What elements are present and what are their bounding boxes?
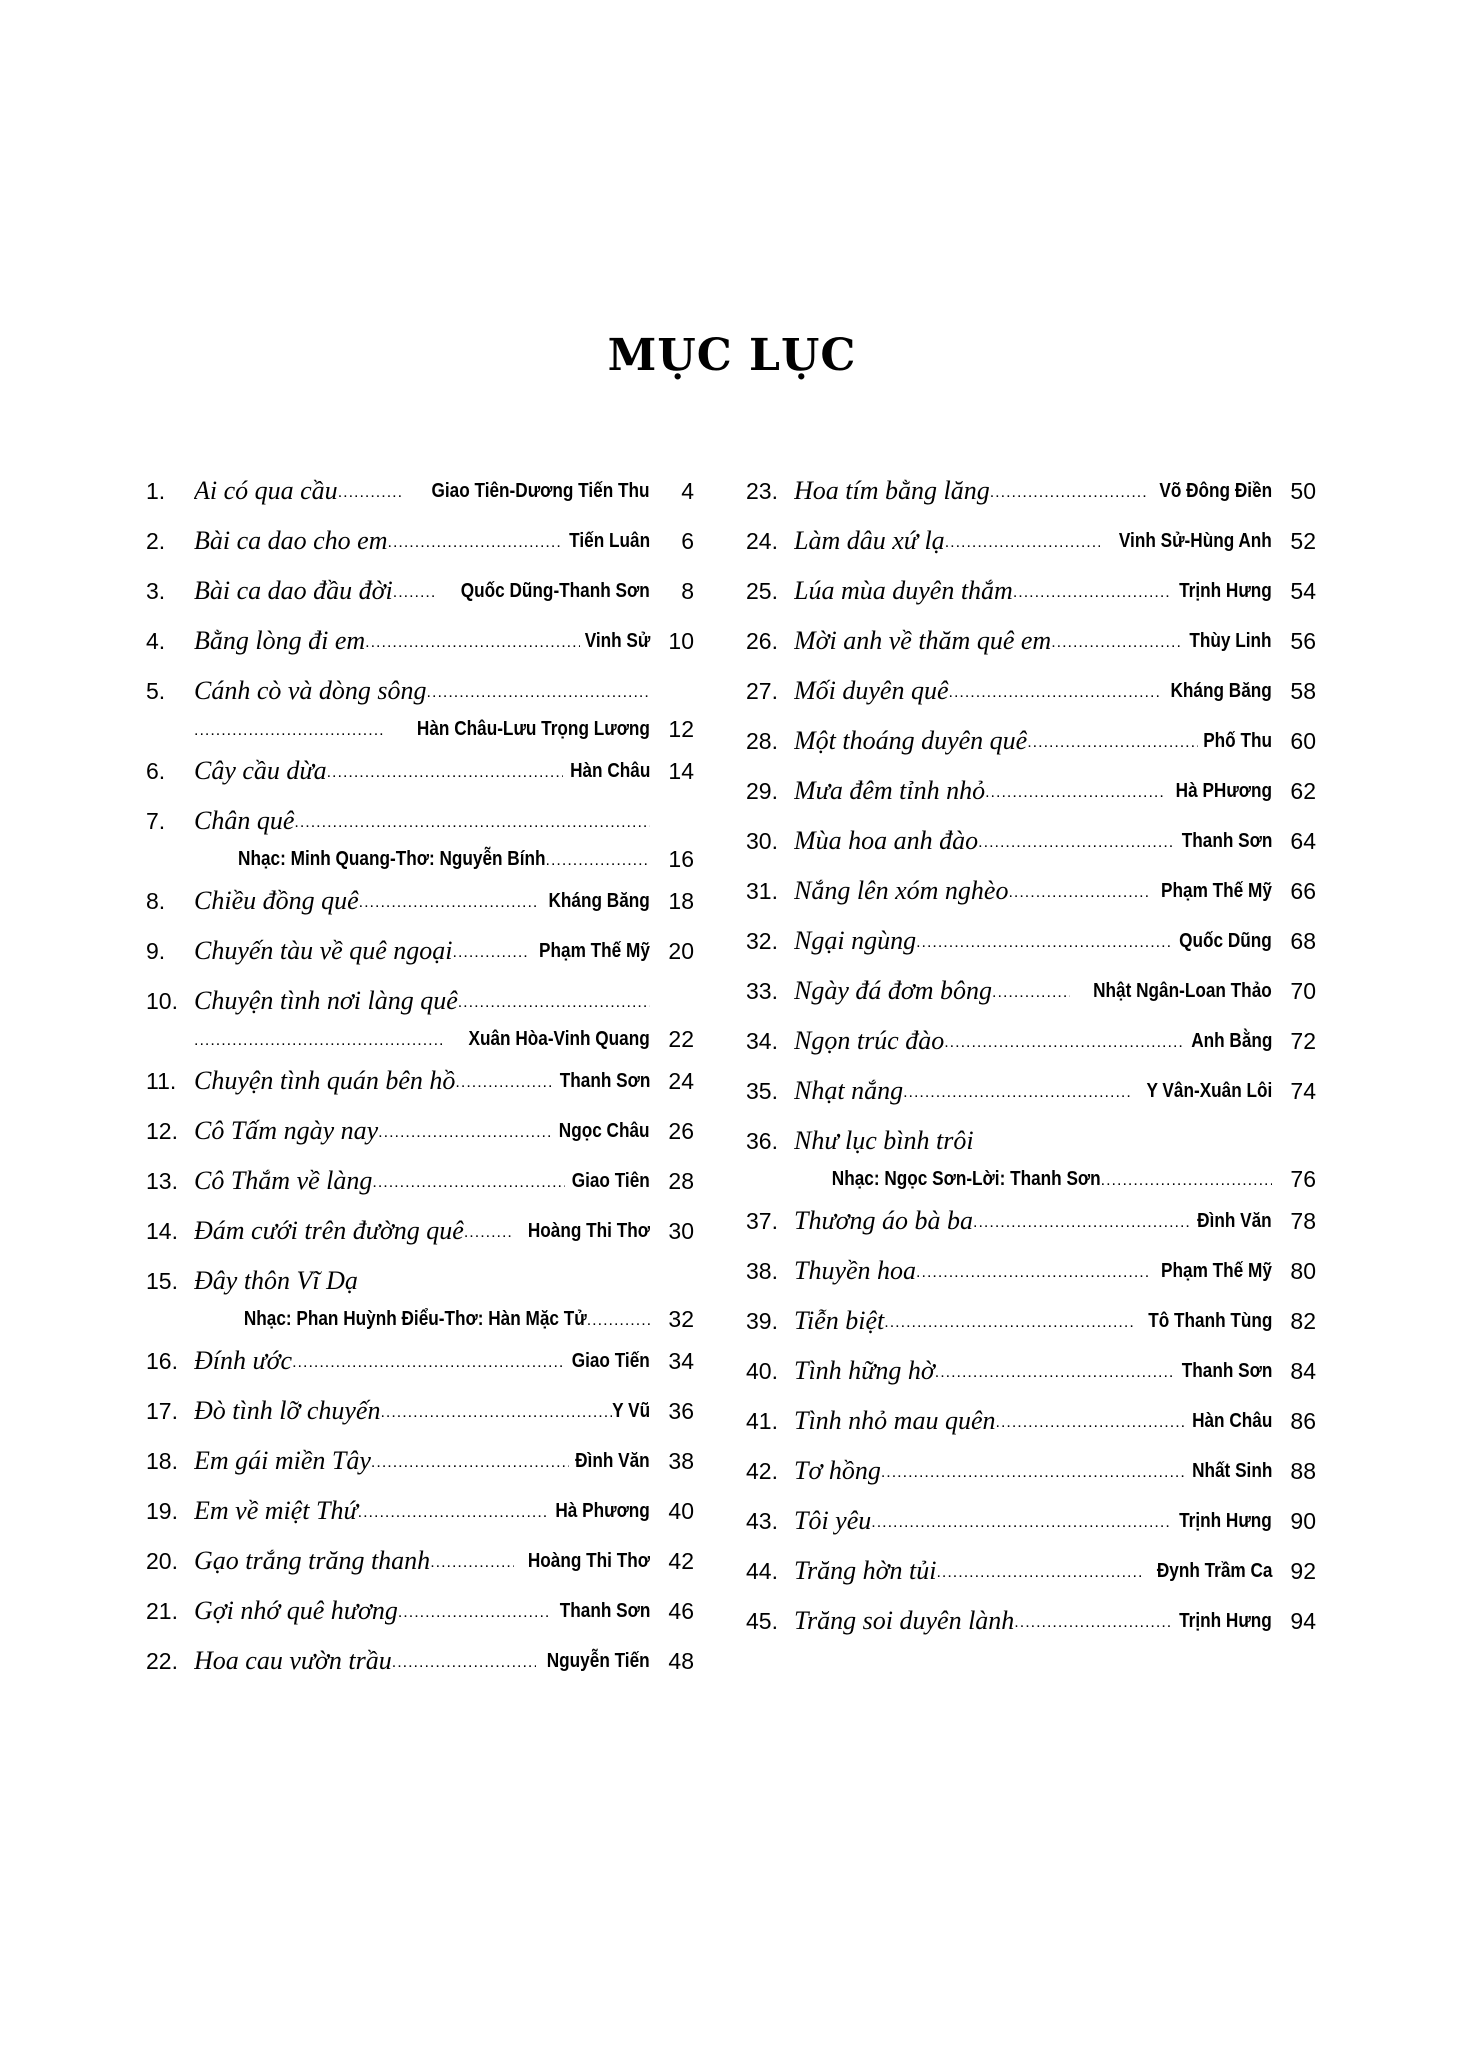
song-author: Quốc Dũng: [1179, 929, 1272, 952]
page-number: 66: [1290, 877, 1316, 904]
dot-leader: [388, 534, 562, 558]
toc-entry: [146, 474, 694, 524]
entry-number: 2.: [146, 528, 166, 554]
dot-leader: [881, 1464, 1185, 1488]
dot-leader: [398, 1604, 551, 1628]
dot-leader: [944, 1034, 1183, 1058]
song-author: Nhạc: Minh Quang-Thơ: Nguyễn Bính: [238, 847, 546, 870]
entry-number: 17.: [146, 1398, 178, 1424]
entry-number: 5.: [146, 678, 166, 704]
song-title: Trăng hờn tủi: [794, 1556, 937, 1585]
page-number: 90: [1290, 1507, 1316, 1534]
dot-leader: [430, 1554, 514, 1578]
entry-number: 24.: [746, 528, 778, 554]
page-number: 78: [1290, 1207, 1316, 1234]
song-title: Thương áo bà ba: [794, 1206, 974, 1235]
dot-leader: [916, 1264, 1149, 1288]
song-author: Trịnh Hưng: [1179, 1609, 1272, 1632]
song-title: Thuyền hoa: [794, 1256, 917, 1285]
dot-leader: [973, 1214, 1191, 1238]
song-author: Phạm Thế Mỹ: [1161, 879, 1272, 902]
song-author: Đình Văn: [575, 1449, 650, 1472]
page-title: MỤC LỤC: [607, 330, 857, 381]
dot-leader: [359, 894, 539, 918]
toc-entry: [746, 774, 1316, 824]
entry-number: 1.: [146, 478, 166, 504]
toc-entry: [746, 1254, 1316, 1304]
toc-entry: [746, 1024, 1316, 1074]
toc-entry: [146, 1494, 694, 1544]
dot-leader: [1101, 1172, 1272, 1196]
toc-entry: [146, 1544, 694, 1594]
entry-number: 9.: [146, 938, 166, 964]
dot-leader: [992, 984, 1070, 1008]
toc-entry: [746, 624, 1316, 674]
song-author: Nhất Sinh: [1191, 1459, 1272, 1482]
entry-number: 41.: [746, 1408, 778, 1434]
toc-entry: [146, 1344, 694, 1394]
page-number: 48: [668, 1647, 694, 1674]
toc-entry: [746, 1304, 1316, 1354]
dot-leader: [978, 834, 1173, 858]
song-author: Nguyễn Tiến: [547, 1649, 650, 1672]
song-author: Hàn Châu: [1191, 1409, 1272, 1432]
song-author: Phạm Thế Mỹ: [539, 939, 650, 962]
entry-number: 11.: [146, 1068, 177, 1094]
entry-number: 30.: [746, 828, 778, 854]
dot-leader: [358, 1504, 547, 1528]
song-author: Xuân Hòa-Vinh Quang: [468, 1027, 650, 1050]
song-title: Chuyện tình nơi làng quê: [194, 986, 458, 1015]
page-number: 20: [668, 937, 694, 964]
page-number: 82: [1290, 1307, 1316, 1334]
song-title: Cô Thắm về làng: [194, 1166, 373, 1195]
entry-number: 39.: [746, 1308, 778, 1334]
dot-leader: [453, 944, 528, 968]
toc-entry: [146, 1394, 694, 1444]
page-number: 52: [1290, 527, 1316, 554]
entry-number: 15.: [146, 1268, 178, 1294]
dot-leader: [871, 1514, 1170, 1538]
entry-number: 7.: [146, 808, 166, 834]
page-number: 10: [668, 627, 694, 654]
song-title: Gợi nhớ quê hương: [194, 1596, 398, 1625]
entry-number: 12.: [146, 1118, 178, 1144]
entry-number: 34.: [746, 1028, 778, 1054]
song-author: Thanh Sơn: [1181, 829, 1272, 852]
song-title: Tình nhỏ mau quên: [794, 1406, 996, 1435]
toc-entry: [746, 1504, 1316, 1554]
entry-number: 4.: [146, 628, 166, 654]
song-author: Kháng Băng: [1170, 679, 1272, 702]
song-title: Bài ca dao cho em: [194, 526, 388, 555]
dot-leader: [194, 722, 385, 746]
page-number: 46: [668, 1597, 694, 1624]
song-author: Tô Thanh Tùng: [1147, 1309, 1272, 1332]
song-author: Hàn Châu: [569, 759, 650, 782]
dot-leader: [884, 1314, 1133, 1338]
entry-number: 26.: [746, 628, 778, 654]
page-number: 30: [668, 1217, 694, 1244]
toc-entry: [746, 1554, 1316, 1604]
page-number: 60: [1290, 727, 1316, 754]
song-title: Ai có qua cầu: [194, 476, 338, 505]
toc-entry: [746, 1404, 1316, 1454]
song-author: Hà Phương: [555, 1499, 650, 1522]
entry-number: 45.: [746, 1608, 778, 1634]
entry-number: 42.: [746, 1458, 778, 1484]
page-number: 32: [668, 1305, 694, 1332]
song-title: Ngọn trúc đào: [794, 1026, 945, 1055]
dot-leader: [546, 852, 650, 876]
entry-number: 6.: [146, 758, 166, 784]
page-number: 38: [668, 1447, 694, 1474]
toc-entry: [146, 1644, 694, 1694]
song-author: Vinh Sử: [584, 629, 650, 652]
song-author: Nhạc: Phan Huỳnh Điểu-Thơ: Hàn Mặc Tử: [243, 1307, 587, 1330]
page-number: 56: [1290, 627, 1316, 654]
song-title: Bằng lòng đi em: [194, 626, 366, 655]
song-title: Chuyến tàu về quê ngoại: [194, 936, 453, 965]
song-title: Tôi yêu: [794, 1506, 872, 1535]
page-number: 76: [1290, 1165, 1316, 1192]
entry-number: 8.: [146, 888, 166, 914]
toc-entry: [746, 874, 1316, 924]
song-author: Ngọc Châu: [559, 1119, 650, 1142]
page-number: 58: [1290, 677, 1316, 704]
page-number: 28: [668, 1167, 694, 1194]
page-number: 84: [1290, 1357, 1316, 1384]
dot-leader: [1051, 634, 1182, 658]
song-author: Tiến Luân: [569, 529, 650, 552]
song-author: Giao Tiến: [571, 1349, 650, 1372]
dot-leader: [427, 684, 650, 708]
song-title: Nhạt nắng: [794, 1076, 904, 1105]
song-title: Em về miệt Thứ: [194, 1496, 358, 1525]
entry-number: 40.: [746, 1358, 778, 1384]
song-author: Thanh Sơn: [559, 1599, 650, 1622]
dot-leader: [990, 484, 1147, 508]
song-title: Hoa tím bằng lăng: [794, 476, 990, 505]
toc-entry: [146, 674, 694, 754]
song-author: Giao Tiên: [571, 1169, 650, 1192]
song-title: Cánh cò và dòng sông: [194, 676, 427, 705]
song-title: Đám cưới trên đường quê: [194, 1216, 464, 1245]
page-number: 94: [1290, 1607, 1316, 1634]
entry-number: 32.: [746, 928, 778, 954]
entry-number: 18.: [146, 1448, 178, 1474]
dot-leader: [392, 1654, 537, 1678]
dot-leader: [1008, 884, 1149, 908]
entry-number: 16.: [146, 1348, 178, 1374]
song-author: Thanh Sơn: [1181, 1359, 1272, 1382]
song-title: Lúa mùa duyên thắm: [794, 576, 1013, 605]
song-title: Như lục bình trôi: [794, 1126, 974, 1155]
toc-entry: [746, 1354, 1316, 1404]
toc-entry: [746, 474, 1316, 524]
page-number: 22: [668, 1025, 694, 1052]
toc-column-right: [746, 474, 1316, 1654]
toc-entry: [146, 524, 694, 574]
toc-entry: [746, 1204, 1316, 1254]
entry-number: 43.: [746, 1508, 778, 1534]
song-title: Làm dâu xứ lạ: [794, 526, 945, 555]
toc-entry: [146, 754, 694, 804]
dot-leader: [294, 814, 650, 838]
song-author: Nhật Ngân-Loan Thảo: [1093, 979, 1272, 1002]
song-title: Trăng soi duyên lành: [794, 1606, 1015, 1635]
dot-leader: [1027, 734, 1198, 758]
entry-number: 3.: [146, 578, 166, 604]
entry-number: 44.: [746, 1558, 778, 1584]
dot-leader: [1013, 584, 1170, 608]
dot-leader: [194, 1032, 445, 1056]
song-title: Tơ hồng: [794, 1456, 881, 1485]
page-number: 8: [681, 577, 694, 604]
song-author: Quốc Dũng-Thanh Sơn: [461, 579, 650, 602]
dot-leader: [338, 484, 403, 508]
page-number: 42: [668, 1547, 694, 1574]
toc-entry: [146, 624, 694, 674]
song-title: Đính ước: [194, 1346, 293, 1375]
page-number: 68: [1290, 927, 1316, 954]
entry-number: 35.: [746, 1078, 778, 1104]
page-number: 16: [668, 845, 694, 872]
page-number: 70: [1290, 977, 1316, 1004]
song-title: Một thoáng duyên quê: [794, 726, 1028, 755]
entry-number: 14.: [146, 1218, 178, 1244]
song-author: Vinh Sử-Hùng Anh: [1119, 529, 1272, 552]
toc-column-left: [146, 474, 694, 1694]
song-author: Đình Văn: [1197, 1209, 1272, 1232]
page-number: 88: [1290, 1457, 1316, 1484]
dot-leader: [378, 1124, 550, 1148]
page-number: 50: [1290, 477, 1316, 504]
entry-number: 36.: [746, 1128, 778, 1154]
song-title: Mối duyên quê: [794, 676, 949, 705]
dot-leader: [327, 764, 563, 788]
page-number: 64: [1290, 827, 1316, 854]
song-title: Hoa cau vườn trầu: [194, 1646, 392, 1675]
toc-entry: [146, 1264, 694, 1344]
toc-entry: [146, 1114, 694, 1164]
page-number: 62: [1290, 777, 1316, 804]
toc-entry: [746, 1454, 1316, 1504]
entry-number: 20.: [146, 1548, 178, 1574]
song-title: Mưa đêm tỉnh nhỏ: [794, 776, 986, 805]
song-title: Ngại ngùng: [794, 926, 917, 955]
song-author: Phố Thu: [1203, 729, 1272, 752]
song-author: Giao Tiên-Dương Tiến Thu: [431, 479, 650, 502]
dot-leader: [372, 1174, 565, 1198]
page-number: 74: [1290, 1077, 1316, 1104]
toc-entry: [146, 884, 694, 934]
dot-leader: [903, 1084, 1132, 1108]
entry-number: 23.: [746, 478, 778, 504]
song-title: Mời anh về thăm quê em: [794, 626, 1052, 655]
toc-entry: [746, 724, 1316, 774]
entry-number: 25.: [746, 578, 778, 604]
entry-number: 19.: [146, 1498, 178, 1524]
dot-leader: [949, 684, 1161, 708]
toc-entry: [146, 1064, 694, 1114]
toc-entry: [146, 804, 694, 884]
song-author: Võ Đông Điền: [1159, 479, 1272, 502]
song-author: Hàn Châu-Lưu Trọng Lương: [416, 717, 650, 740]
page-number: 24: [668, 1067, 694, 1094]
song-title: Cây cầu dừa: [194, 756, 327, 785]
toc-entry: [146, 574, 694, 624]
toc-entry: [146, 934, 694, 984]
page-number: 6: [681, 527, 694, 554]
page-number: 40: [668, 1497, 694, 1524]
dot-leader: [464, 1224, 514, 1248]
toc-entry: [746, 924, 1316, 974]
toc-entry: [746, 1604, 1316, 1654]
page-number: 86: [1290, 1407, 1316, 1434]
song-title: Gạo trắng trăng thanh: [194, 1546, 431, 1575]
song-author: Hoàng Thi Thơ: [527, 1219, 650, 1242]
dot-leader: [292, 1354, 565, 1378]
song-author: Anh Bằng: [1190, 1029, 1272, 1052]
song-title: Đây thôn Vĩ Dạ: [194, 1266, 358, 1295]
entry-number: 31.: [746, 878, 778, 904]
toc-entry: [746, 824, 1316, 874]
page-number: 54: [1290, 577, 1316, 604]
page-number: 34: [668, 1347, 694, 1374]
toc-entry: [746, 674, 1316, 724]
dot-leader: [587, 1312, 650, 1336]
song-title: Bài ca dao đầu đời: [194, 576, 393, 605]
entry-number: 22.: [146, 1648, 178, 1674]
song-author: Y Vũ: [612, 1399, 650, 1422]
song-author: Hà PHương: [1175, 779, 1272, 802]
page-number: 12: [668, 715, 694, 742]
page-number: 18: [668, 887, 694, 914]
song-title: Chuyện tình quán bên hồ: [194, 1066, 456, 1095]
song-title: Cô Tấm ngày nay: [194, 1116, 379, 1145]
dot-leader: [1014, 1614, 1170, 1638]
song-author: Nhạc: Ngọc Sơn-Lời: Thanh Sơn: [831, 1167, 1101, 1190]
page-number: 92: [1290, 1557, 1316, 1584]
entry-number: 21.: [146, 1598, 178, 1624]
dot-leader: [393, 584, 437, 608]
toc-entry: [146, 1444, 694, 1494]
song-title: Nắng lên xóm nghèo: [794, 876, 1009, 905]
song-author: Thanh Sơn: [559, 1069, 650, 1092]
toc-entry: [146, 1164, 694, 1214]
page-number: 26: [668, 1117, 694, 1144]
toc-entry: [146, 1214, 694, 1264]
page-number: 80: [1290, 1257, 1316, 1284]
song-author: Đynh Trầm Ca: [1156, 1559, 1272, 1582]
dot-leader: [371, 1454, 569, 1478]
entry-number: 27.: [746, 678, 778, 704]
song-title: Em gái miền Tây: [194, 1446, 371, 1475]
entry-number: 13.: [146, 1168, 178, 1194]
page-number: 4: [681, 477, 694, 504]
song-title: Tình hững hờ: [794, 1356, 935, 1385]
dot-leader: [916, 934, 1170, 958]
song-title: Mùa hoa anh đào: [794, 826, 979, 855]
song-author: Y Vân-Xuân Lôi: [1146, 1079, 1272, 1102]
song-author: Phạm Thế Mỹ: [1161, 1259, 1272, 1282]
dot-leader: [936, 1564, 1143, 1588]
dot-leader: [945, 534, 1101, 558]
dot-leader: [985, 784, 1166, 808]
song-title: Đò tình lỡ chuyến: [194, 1396, 381, 1425]
song-author: Kháng Băng: [548, 889, 650, 912]
dot-leader: [935, 1364, 1173, 1388]
page-number: 36: [668, 1397, 694, 1424]
song-author: Hoàng Thi Thơ: [527, 1549, 650, 1572]
toc-entry: [746, 524, 1316, 574]
page-number: 14: [668, 757, 694, 784]
toc-entry: [146, 1594, 694, 1644]
toc-entry: [746, 1074, 1316, 1124]
entry-number: 28.: [746, 728, 778, 754]
dot-leader: [996, 1414, 1185, 1438]
entry-number: 29.: [746, 778, 778, 804]
dot-leader: [365, 634, 579, 658]
toc-entry: [746, 574, 1316, 624]
entry-number: 37.: [746, 1208, 778, 1234]
song-author: Thùy Linh: [1189, 629, 1272, 652]
entry-number: 33.: [746, 978, 778, 1004]
toc-entry: [746, 974, 1316, 1024]
page-number: 72: [1290, 1027, 1316, 1054]
song-author: Trịnh Hưng: [1179, 1509, 1272, 1532]
song-title: Chân quê: [194, 806, 295, 835]
song-title: Tiễn biệt: [794, 1306, 885, 1335]
song-author: Trịnh Hưng: [1179, 579, 1272, 602]
dot-leader: [458, 994, 650, 1018]
song-title: Chiều đồng quê: [194, 886, 359, 915]
toc-entry: [746, 1124, 1316, 1204]
dot-leader: [455, 1074, 550, 1098]
song-title: Ngày đá đơm bông: [794, 976, 993, 1005]
toc-entry: [146, 984, 694, 1064]
entry-number: 38.: [746, 1258, 778, 1284]
dot-leader: [380, 1404, 611, 1428]
entry-number: 10.: [146, 988, 178, 1014]
